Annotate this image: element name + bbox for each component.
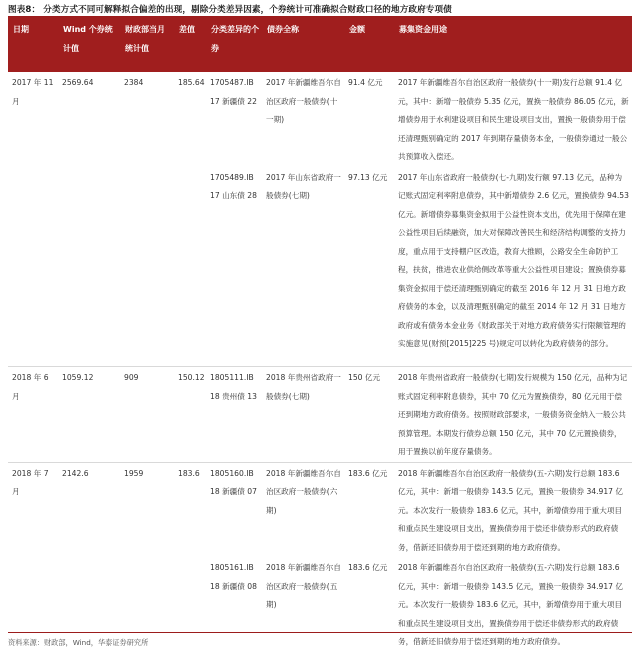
- header-row: [8, 17, 632, 72]
- cell-mof: 2384: [124, 78, 144, 87]
- cell-bond-code: 1805160.IB 18 新疆债 07: [206, 462, 262, 557]
- cell-wind: 1059.12: [58, 367, 120, 463]
- header-bond-code: 分类差异的个券: [206, 17, 262, 72]
- footer-rule: [8, 632, 632, 633]
- header-date: 日期: [8, 17, 58, 72]
- cell-wind: 2569.64: [62, 78, 94, 87]
- cell-bond-name: 2017 年新疆维吾尔自治区政府一般债券(十一期): [266, 78, 341, 124]
- table-row: [8, 462, 632, 557]
- cell-use: 2017 年山东省政府一般债券(七-九期)发行额 97.13 亿元，品种为记账式固定利率附息债券，其中新增债券 2.6 亿元，置换债券 94.53 亿元。新增债券募集资金拟用于公益性资本支出，优先用于保障在建公益性项目后续融资，加大对保障改善民生和经济结构调整的支持力度，重点用于支持棚户区改造，教育大推顾，公路安全生命防护工程，扶贫，推进农业供给侧改革等重大公益性项目建设；置换债券募集资金拟用于偿还清理甄别确定的截至 2016 年 12 月 31 日地方政府债务的本金，以及清理甄别确定的截至 2014 年 12 月 31 日地方政府或有债务本金业务《财政部关于对地方政府债务实行限额管理的实施意见(财预[2015]225 号)规定可以转化为政府债务的部分。: [398, 172, 629, 348]
- cell-amount: 183.6 亿元: [344, 462, 394, 557]
- cell-bond-name: 2018 年贵州省政府一般债券(七期): [262, 367, 344, 463]
- table-row: [8, 72, 632, 167]
- cell-date: 2017 年 11 月: [12, 78, 54, 106]
- figure-title: 图表8： 分类方式不同可解释拟合偏差的出现，剔除分类差异因素，个券统计可准确拟合财政口径的地方政府专项债: [8, 5, 452, 15]
- cell-mof: 1959: [120, 462, 174, 557]
- cell-wind: 2142.6: [58, 462, 120, 557]
- cell-diff: 183.6: [174, 462, 206, 557]
- cell-diff: [174, 167, 206, 367]
- header-diff: 差值: [174, 17, 206, 72]
- cell-amount: 97.13 亿元: [348, 172, 388, 182]
- cell-bond-code: 1705487.IB 17 新疆债 22: [210, 78, 257, 106]
- bond-table: [8, 17, 632, 652]
- cell-use: 2018 年新疆维吾尔自治区政府一般债券(五-六期)发行总额 183.6 亿元，其中：新增一般债券 143.5 亿元，置换一般债券 34.917 亿元。本次发行一般债券 183.6 亿元，其中，新增债券用于重大项目和重点民生建设项目支出，置换债券用于偿还非债券形式的政府债务，借新还旧债券用于偿还到期的地方政府债券。: [394, 462, 632, 557]
- cell-use: 2018 年贵州省政府一般债券(七期)发行规模为 150 亿元，品种为记账式固定利率附息债券，其中 70 亿元为置换债券，80 亿元用于偿还到期地方政府债务。按照财政部要求，一般债务资金纳入一般公共预算管理。本期发行债券总额 150 亿元，其中 70 亿元置换债券，用于置换以前年度存量债务。: [394, 367, 632, 463]
- header-use: 募集资金用途: [394, 17, 632, 72]
- source-note: 资料来源：财政部，Wind，华泰证券研究所: [8, 638, 149, 647]
- cell-bond-name: 2017 年山东省政府一般债券(七期): [266, 172, 341, 200]
- cell-bond-code: 1805161.IB 18 新疆债 08: [210, 563, 257, 591]
- cell-amount: 150 亿元: [344, 367, 394, 463]
- cell-date: [8, 167, 58, 367]
- cell-diff: 150.12: [174, 367, 206, 463]
- cell-bond-name: 2018 年新疆维吾尔自治区政府一般债券(六期): [262, 462, 344, 557]
- cell-use: 2018 年新疆维吾尔自治区政府一般债券(五-六期)发行总额 183.6 亿元，其中：新增一般债券 143.5 亿元，置换一般债券 34.917 亿元。本次发行一般债券 183.6 亿元，其中，新增债券用于重大项目和重点民生建设项目支出，置换债券用于偿还非债券形式的政府债务，借新还旧债券用于偿还到期的地方政府债券。: [398, 563, 624, 646]
- table-row: [8, 367, 632, 463]
- cell-bond-name: 2018 年新疆维吾尔自治区政府一般债券(五期): [266, 563, 341, 609]
- cell-bond-code: 1705489.IB 17 山东债 28: [210, 172, 257, 200]
- cell-mof: [120, 167, 174, 367]
- cell-date: 2018 年 6 月: [8, 367, 58, 463]
- cell-amount: 183.6 亿元: [348, 563, 388, 572]
- table-row: [8, 167, 632, 367]
- cell-date: 2018 年 7 月: [8, 462, 58, 557]
- cell-wind: [58, 167, 120, 367]
- cell-diff: [174, 557, 206, 652]
- cell-bond-code: 1805111.IB 18 贵州债 13: [206, 367, 262, 463]
- cell-mof: 909: [120, 367, 174, 463]
- header-bond-name: 债券全称: [262, 17, 344, 72]
- header-wind: Wind 个券统计值: [58, 17, 120, 72]
- header-mof: 财政部当月统计值: [120, 17, 174, 72]
- cell-use: 2017 年新疆维吾尔自治区政府一般债券(十一期)发行总额 91.4 亿元，其中：新增一般债券 5.35 亿元，置换一般债券 86.05 亿元，新增债券用于水利建设项目和民生建设项目支出，置换一般债券用于偿还清理甄别确定的 2017 年到期存量债务本金，一般债券通过一般公共预算收入偿还。: [398, 78, 629, 161]
- header-amount: 金额: [344, 17, 394, 72]
- cell-amount: 91.4 亿元: [348, 78, 383, 87]
- cell-diff: 185.64: [178, 78, 205, 87]
